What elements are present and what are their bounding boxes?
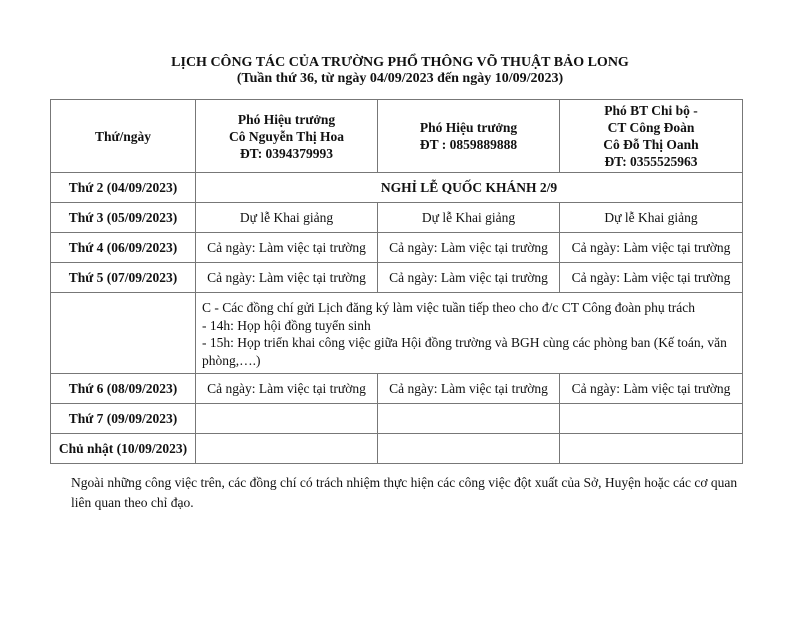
header-row: [51, 100, 743, 173]
table-row-thu7: [51, 404, 743, 434]
title-line-2: (Tuần thứ 36, từ ngày 04/09/2023 đến ngày 10/09/2023): [236, 71, 564, 86]
header-vice-principal-1: Phó Hiệu trưởng Cô Nguyễn Thị Hoa ĐT: 0394379993: [196, 100, 378, 173]
schedule-cell: Cả ngày: Làm việc tại trường: [196, 374, 378, 404]
table-row-chu-nhat: [51, 434, 743, 464]
schedule-cell: Cả ngày: Làm việc tại trường: [196, 233, 378, 263]
schedule-cell: Dự lễ Khai giảng: [196, 203, 378, 233]
note-line: C - Các đồng chí gửi Lịch đăng ký làm việc tuần tiếp theo cho đ/c CT Công đoàn phụ trách: [202, 300, 695, 315]
day-cell: Thứ 4 (06/09/2023): [51, 233, 196, 263]
schedule-cell: [560, 434, 743, 464]
schedule-table: [50, 99, 743, 464]
table-row-thu3: [51, 203, 743, 233]
schedule-cell: Cả ngày: Làm việc tại trường: [378, 263, 560, 293]
note-cell: [196, 293, 743, 374]
schedule-cell: Cả ngày: Làm việc tại trường: [378, 374, 560, 404]
day-cell: Chủ nhật (10/09/2023): [51, 434, 196, 464]
table-row-thu4: [51, 233, 743, 263]
footer-note: Ngoài những công việc trên, các đồng chí có trách nhiệm thực hiện các công việc đột xuất của Sở, Huyện hoặc các cơ quan liên quan theo chỉ đạo.: [71, 475, 738, 510]
table-row-thu5: [51, 263, 743, 293]
day-cell: Thứ 2 (04/09/2023): [51, 173, 196, 203]
schedule-cell: Dự lễ Khai giảng: [560, 203, 743, 233]
schedule-cell: [378, 404, 560, 434]
table-row-thu2: [51, 173, 743, 203]
table-row-thu6: [51, 374, 743, 404]
schedule-cell: Cả ngày: Làm việc tại trường: [560, 263, 743, 293]
day-cell: Thứ 5 (07/09/2023): [51, 263, 196, 293]
schedule-cell: Cả ngày: Làm việc tại trường: [560, 233, 743, 263]
day-cell: Thứ 3 (05/09/2023): [51, 203, 196, 233]
schedule-cell: Cả ngày: Làm việc tại trường: [196, 263, 378, 293]
header-vice-principal-2: Phó Hiệu trưởng ĐT : 0859889888: [378, 100, 560, 173]
schedule-cell: Cả ngày: Làm việc tại trường: [378, 233, 560, 263]
day-cell-empty: [51, 293, 196, 374]
schedule-cell: [560, 404, 743, 434]
schedule-cell: [196, 404, 378, 434]
document-title: [0, 55, 800, 87]
header-party-union: Phó BT Chi bộ - CT Công Đoàn Cô Đỗ Thị Oanh ĐT: 0355525963: [560, 100, 743, 173]
note-line: - 14h: Họp hội đồng tuyển sinh: [202, 317, 371, 333]
title-line-1: LỊCH CÔNG TÁC CỦA TRƯỜNG PHỔ THÔNG VÕ THUẬT BẢO LONG: [171, 55, 629, 70]
schedule-cell: Cả ngày: Làm việc tại trường: [560, 374, 743, 404]
day-cell: Thứ 7 (09/09/2023): [51, 404, 196, 434]
table-row-note: [51, 293, 743, 374]
holiday-cell: NGHỈ LỄ QUỐC KHÁNH 2/9: [196, 173, 743, 203]
note-line: - 15h: Họp triển khai công việc giữa Hội đồng trường và BGH cùng các phòng ban (Kế toán, văn phòng,….): [202, 335, 727, 368]
schedule-cell: [196, 434, 378, 464]
schedule-cell: Dự lễ Khai giảng: [378, 203, 560, 233]
header-day: Thứ/ngày: [51, 100, 196, 173]
day-cell: Thứ 6 (08/09/2023): [51, 374, 196, 404]
schedule-cell: [378, 434, 560, 464]
